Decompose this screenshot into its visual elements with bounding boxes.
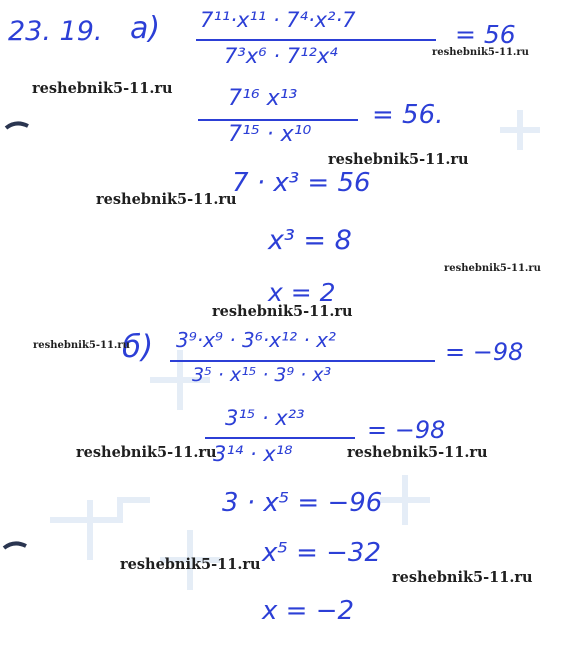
watermark: reshebnik5-11.ru <box>96 191 237 208</box>
part-b-label: б) <box>122 329 154 365</box>
part-a-step1-numerator: 7¹¹·x¹¹ · 7⁴·x²·7 <box>200 8 356 32</box>
watermark: reshebnik5-11.ru <box>76 444 217 461</box>
part-b-step2-fraction <box>205 404 365 476</box>
part-a-step2-numerator: 7¹⁶ x¹³ <box>228 86 298 111</box>
watermark: reshebnik5-11.ru <box>212 303 353 320</box>
part-a-label: а) <box>130 11 161 46</box>
part-a-step1-rhs: = 56 <box>455 20 516 49</box>
fraction-bar <box>196 39 436 41</box>
problem-number: 23. 19. <box>8 16 103 47</box>
part-b-step2-numerator: 3¹⁵ · x²³ <box>225 406 305 430</box>
part-b-step4: x⁵ = −32 <box>262 538 381 568</box>
watermark: reshebnik5-11.ru <box>444 263 541 274</box>
part-a-answer: x = 2 <box>268 278 336 307</box>
part-b-step2-denominator: 3¹⁴ · x¹⁸ <box>213 442 293 466</box>
part-b-answer: x = −2 <box>262 596 355 626</box>
part-a-step1-denominator: 7³x⁶ · 7¹²x⁴ <box>224 44 338 68</box>
watermark: reshebnik5-11.ru <box>33 340 130 351</box>
part-b-step2-rhs: = −98 <box>367 416 446 444</box>
watermark: reshebnik5-11.ru <box>120 556 261 573</box>
part-a-step4: x³ = 8 <box>268 225 352 256</box>
part-a-step2-fraction <box>198 86 368 156</box>
part-a-step1-fraction <box>196 6 441 78</box>
part-a-step2-rhs: = 56. <box>372 100 444 130</box>
fraction-bar <box>170 360 435 362</box>
watermark: reshebnik5-11.ru <box>347 444 488 461</box>
part-a-step3: 7 · x³ = 56 <box>232 168 371 198</box>
part-b-step1-denominator: 3⁵ · x¹⁵ · 3⁹ · x³ <box>192 364 332 386</box>
watermark: reshebnik5-11.ru <box>432 47 529 58</box>
part-a-step2-denominator: 7¹⁵ · x¹⁰ <box>228 122 312 147</box>
part-b-step3: 3 · x⁵ = −96 <box>222 488 383 518</box>
fraction-bar <box>205 437 355 439</box>
watermark: reshebnik5-11.ru <box>392 569 533 586</box>
corner-mark-bottom <box>4 543 26 548</box>
watermark: reshebnik5-11.ru <box>328 151 469 168</box>
part-b-step1-fraction <box>170 324 440 400</box>
watermark: reshebnik5-11.ru <box>32 80 173 97</box>
part-b-step1-numerator: 3⁹·x⁹ · 3⁶·x¹² · x² <box>176 328 336 352</box>
corner-mark-top <box>6 123 28 128</box>
fraction-bar <box>198 119 358 121</box>
part-b-step1-rhs: = −98 <box>445 338 524 366</box>
